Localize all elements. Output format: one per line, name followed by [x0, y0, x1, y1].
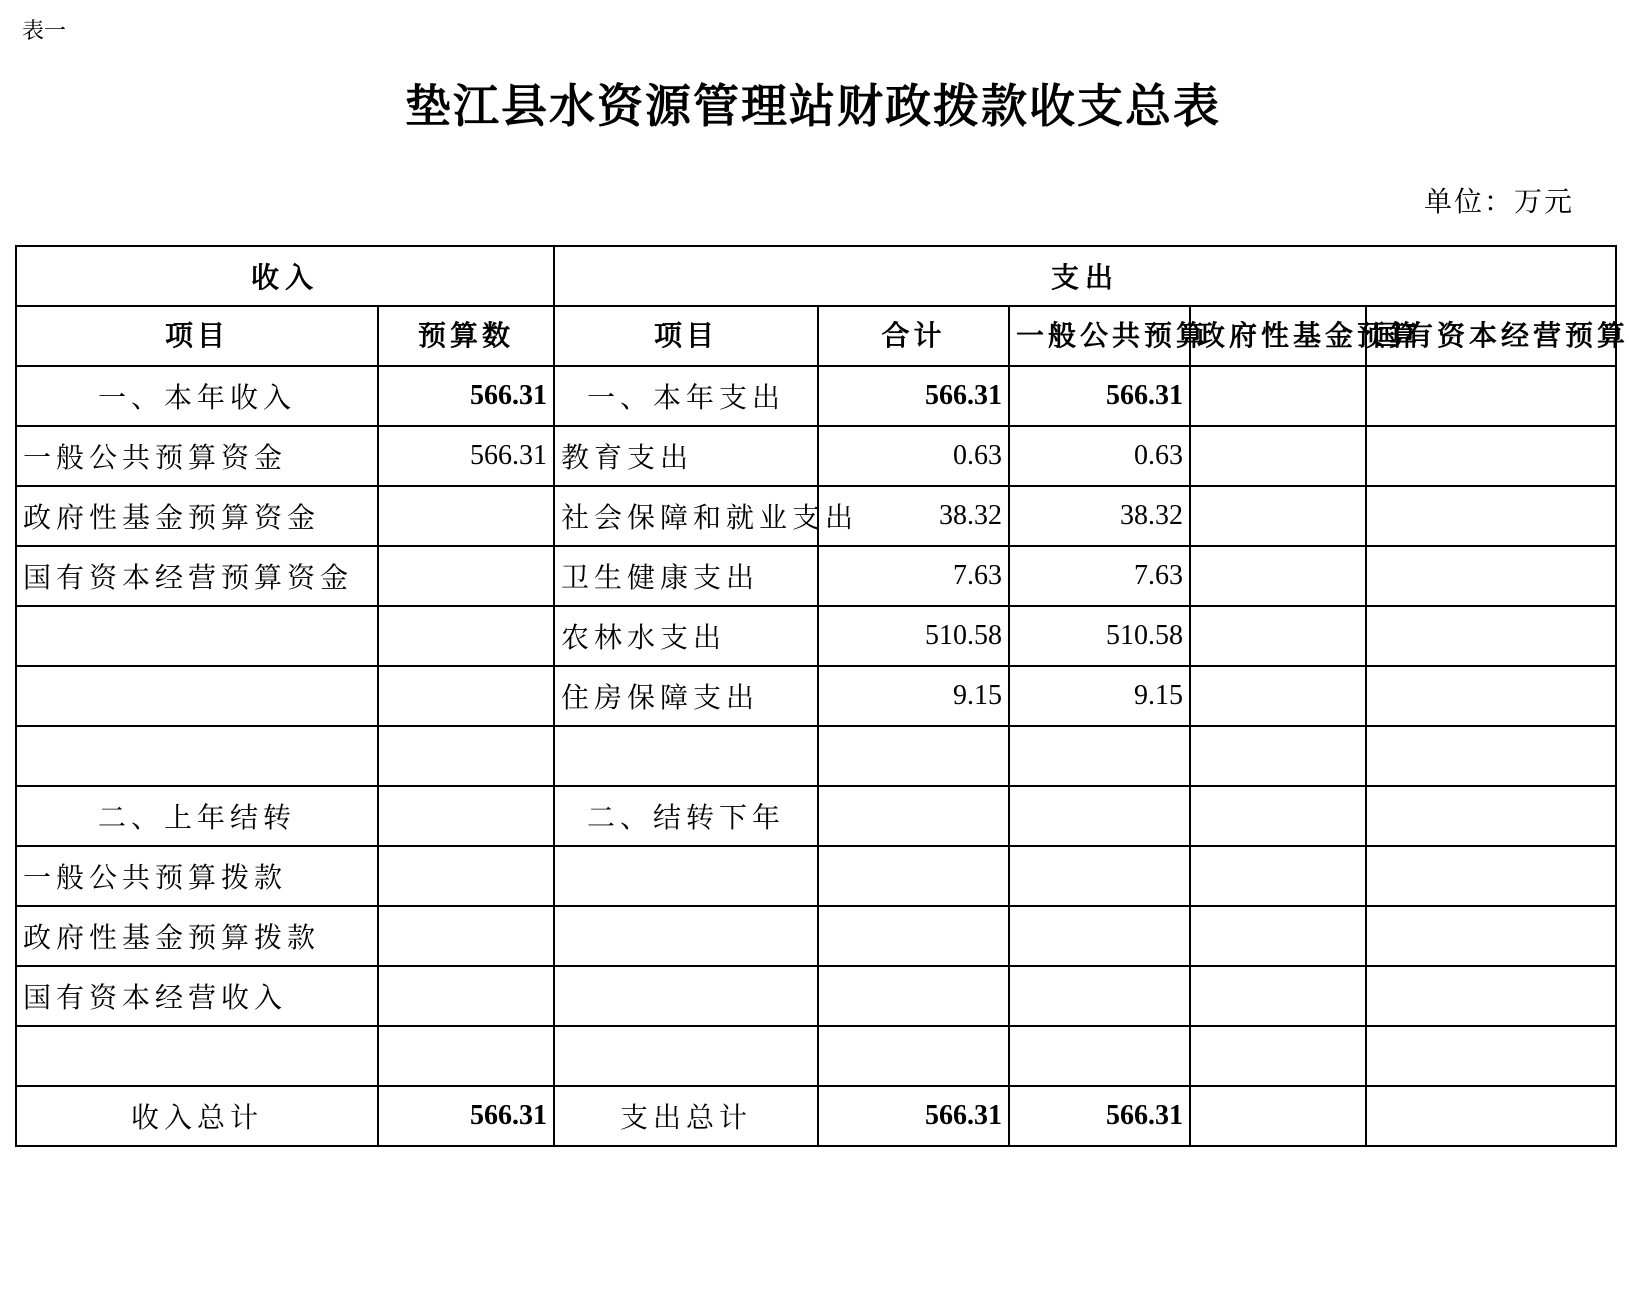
state-capital-header: 国有资本经营预算	[1366, 306, 1616, 366]
table-row	[16, 666, 1616, 726]
total-cell: 9.15	[818, 666, 1009, 726]
general-budget-header: 一般公共预算	[1009, 306, 1190, 366]
expense-item-cell: 住房保障支出	[554, 666, 818, 726]
header-row-main	[16, 246, 1616, 306]
total-cell	[818, 786, 1009, 846]
income-header: 收入	[16, 246, 554, 306]
expense-item-cell: 教育支出	[554, 426, 818, 486]
state-capital-cell	[1366, 486, 1616, 546]
income-item-cell	[16, 666, 378, 726]
table-row	[16, 786, 1616, 846]
income-budget-header: 预算数	[378, 306, 554, 366]
unit-label: 单位：万元	[1423, 185, 1574, 218]
general-budget-cell	[1009, 1026, 1190, 1086]
income-budget-cell	[378, 486, 554, 546]
gov-fund-cell	[1190, 546, 1366, 606]
general-budget-cell	[1009, 846, 1190, 906]
gov-fund-cell	[1190, 726, 1366, 786]
general-budget-cell: 566.31	[1009, 366, 1190, 426]
expense-item-header: 项目	[554, 306, 818, 366]
income-budget-cell	[378, 786, 554, 846]
income-budget-cell: 566.31	[378, 426, 554, 486]
table-row	[16, 846, 1616, 906]
income-budget-cell	[378, 726, 554, 786]
income-budget-cell	[378, 666, 554, 726]
income-budget-cell	[378, 606, 554, 666]
income-item-cell: 一般公共预算拨款	[16, 846, 378, 906]
state-capital-cell	[1366, 1086, 1616, 1146]
total-cell: 566.31	[818, 1086, 1009, 1146]
table-row	[16, 546, 1616, 606]
gov-fund-cell	[1190, 366, 1366, 426]
table-row	[16, 966, 1616, 1026]
gov-fund-cell	[1190, 606, 1366, 666]
total-cell	[818, 846, 1009, 906]
table-row	[16, 426, 1616, 486]
expense-item-cell: 农林水支出	[554, 606, 818, 666]
state-capital-cell	[1366, 606, 1616, 666]
gov-fund-cell	[1190, 1026, 1366, 1086]
income-item-cell: 政府性基金预算拨款	[16, 906, 378, 966]
expense-item-cell	[554, 846, 818, 906]
table-row	[16, 486, 1616, 546]
income-item-cell	[16, 606, 378, 666]
general-budget-cell	[1009, 906, 1190, 966]
total-cell: 510.58	[818, 606, 1009, 666]
income-item-cell: 收入总计	[16, 1086, 378, 1146]
income-item-cell: 政府性基金预算资金	[16, 486, 378, 546]
expense-item-cell	[554, 966, 818, 1026]
expense-item-cell: 支出总计	[554, 1086, 818, 1146]
general-budget-cell: 9.15	[1009, 666, 1190, 726]
income-budget-cell: 566.31	[378, 1086, 554, 1146]
gov-fund-cell	[1190, 966, 1366, 1026]
state-capital-cell	[1366, 1026, 1616, 1086]
table-row	[16, 1026, 1616, 1086]
total-cell	[818, 1026, 1009, 1086]
expense-item-cell: 卫生健康支出	[554, 546, 818, 606]
income-item-cell	[16, 1026, 378, 1086]
income-budget-cell	[378, 846, 554, 906]
state-capital-cell	[1366, 786, 1616, 846]
table-row	[16, 606, 1616, 666]
income-budget-cell	[378, 906, 554, 966]
income-item-cell: 一般公共预算资金	[16, 426, 378, 486]
table-number-label: 表一	[22, 19, 67, 44]
general-budget-cell: 566.31	[1009, 1086, 1190, 1146]
general-budget-cell: 0.63	[1009, 426, 1190, 486]
income-item-cell: 国有资本经营预算资金	[16, 546, 378, 606]
income-budget-cell	[378, 546, 554, 606]
income-item-cell	[16, 726, 378, 786]
table-row	[16, 726, 1616, 786]
header-row-sub	[16, 306, 1616, 366]
gov-fund-cell	[1190, 486, 1366, 546]
income-budget-cell	[378, 1026, 554, 1086]
expense-item-cell	[554, 1026, 818, 1086]
table-row	[16, 366, 1616, 426]
general-budget-cell	[1009, 966, 1190, 1026]
page-title: 垫江县水资源管理站财政拨款收支总表	[405, 79, 1221, 133]
gov-fund-cell	[1190, 906, 1366, 966]
state-capital-cell	[1366, 546, 1616, 606]
general-budget-cell: 7.63	[1009, 546, 1190, 606]
expense-item-cell: 社会保障和就业支出	[554, 486, 818, 546]
state-capital-cell	[1366, 666, 1616, 726]
expense-item-cell	[554, 726, 818, 786]
gov-fund-cell	[1190, 666, 1366, 726]
income-budget-cell: 566.31	[378, 366, 554, 426]
income-item-cell: 国有资本经营收入	[16, 966, 378, 1026]
gov-fund-cell	[1190, 786, 1366, 846]
total-cell: 0.63	[818, 426, 1009, 486]
state-capital-cell	[1366, 366, 1616, 426]
expense-item-cell: 二、结转下年	[554, 786, 818, 846]
budget-table	[15, 245, 1629, 1147]
table-row	[16, 906, 1616, 966]
gov-fund-cell	[1190, 846, 1366, 906]
table-row	[16, 1086, 1616, 1146]
expense-item-cell	[554, 906, 818, 966]
general-budget-cell: 510.58	[1009, 606, 1190, 666]
gov-fund-cell	[1190, 1086, 1366, 1146]
state-capital-cell	[1366, 906, 1616, 966]
general-budget-cell: 38.32	[1009, 486, 1190, 546]
total-cell	[818, 906, 1009, 966]
general-budget-cell	[1009, 786, 1190, 846]
total-cell	[818, 966, 1009, 1026]
state-capital-cell	[1366, 846, 1616, 906]
state-capital-cell	[1366, 726, 1616, 786]
expense-header: 支出	[554, 246, 1616, 306]
total-cell: 38.32	[818, 486, 1009, 546]
income-item-header: 项目	[16, 306, 378, 366]
income-budget-cell	[378, 966, 554, 1026]
state-capital-cell	[1366, 966, 1616, 1026]
total-header: 合计	[818, 306, 1009, 366]
income-item-cell: 一、本年收入	[16, 366, 378, 426]
gov-fund-header: 政府性基金预算	[1190, 306, 1366, 366]
gov-fund-cell	[1190, 426, 1366, 486]
expense-item-cell: 一、本年支出	[554, 366, 818, 426]
total-cell: 7.63	[818, 546, 1009, 606]
income-item-cell: 二、上年结转	[16, 786, 378, 846]
total-cell	[818, 726, 1009, 786]
state-capital-cell	[1366, 426, 1616, 486]
general-budget-cell	[1009, 726, 1190, 786]
total-cell: 566.31	[818, 366, 1009, 426]
